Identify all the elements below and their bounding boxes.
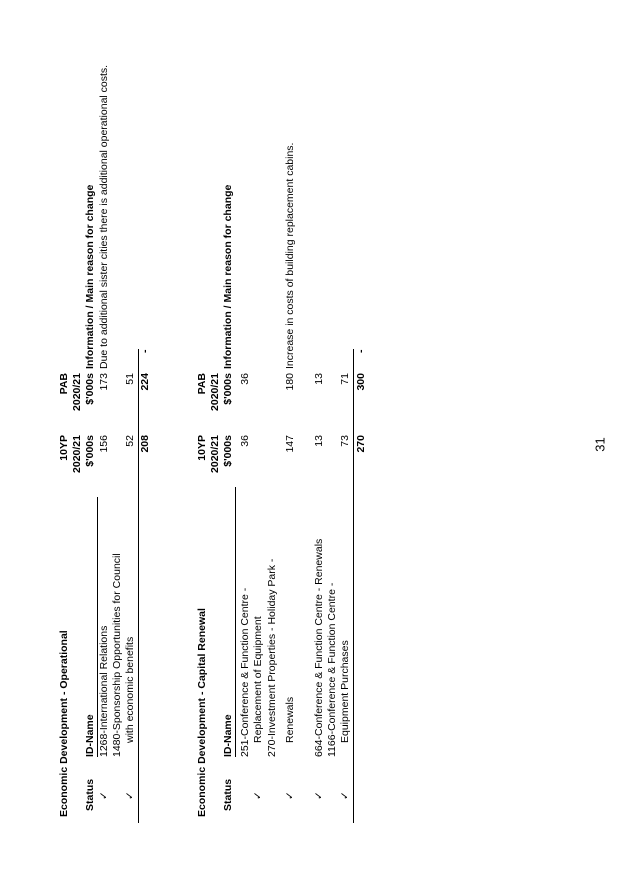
total-pab: 224: [139, 373, 151, 391]
status-header: Status: [84, 778, 96, 811]
row-pab-value: 180: [284, 373, 296, 391]
row-pab-value: 51: [124, 373, 136, 385]
info-header: Information / Main reason for change: [222, 184, 234, 369]
col2-header-line2: 2020/21: [71, 373, 83, 411]
col2-header-line1: PAB: [196, 373, 208, 395]
row-10yp-value: 147: [284, 435, 296, 453]
status-header: Status: [222, 778, 234, 811]
info-header: Information / Main reason for change: [84, 184, 96, 369]
row-name-line1: 270-Investment Properties - Holiday Park -: [266, 558, 278, 757]
row-name-line2: Equipment Purchases: [339, 640, 351, 743]
status-check: ✓: [284, 791, 296, 800]
id-name-header: ID-Name: [84, 714, 96, 757]
col1-header-line3: $'000s: [222, 435, 234, 467]
col2-header-line2: 2020/21: [209, 373, 221, 411]
row-info: Increase in costs of building replacement cabins.: [284, 142, 296, 369]
total-10yp: 208: [139, 435, 151, 453]
table-title-capital-renewal: Economic Development - Capital Renewal: [196, 608, 208, 817]
row-pab-value: 173: [98, 373, 110, 391]
row-name: 664-Conference & Function Centre - Renewals: [313, 538, 325, 757]
row-10yp-value: 52: [124, 435, 136, 447]
status-check: ✓: [252, 791, 264, 800]
status-check: ✓: [124, 791, 136, 800]
col1-header-line1: 10YP: [58, 435, 70, 461]
total-rule: [353, 349, 354, 823]
row-10yp-value: 73: [339, 435, 351, 447]
row-name-line2: with economic benefits: [124, 636, 136, 743]
total-diff: -: [355, 349, 367, 353]
page-number: 31: [592, 437, 608, 452]
status-check: ✓: [98, 791, 110, 800]
status-check: ✓: [313, 791, 325, 800]
row-name-line1: 1166-Conference & Function Centre -: [326, 582, 338, 757]
row-10yp-value: 13: [313, 435, 325, 447]
row-pab-value: 36: [239, 373, 251, 385]
total-diff: -: [139, 349, 151, 353]
row-info: Due to additional sister cities there is additional operational costs.: [98, 64, 110, 369]
total-pab: 300: [355, 373, 367, 391]
row-name-line1: 251-Conference & Function Centre -: [239, 587, 251, 757]
table-title-operational: Economic Development - Operational: [58, 630, 70, 817]
header-rule: [235, 487, 236, 757]
row-name-line2: Renewals: [284, 696, 296, 743]
col1-header-line1: 10YP: [196, 435, 208, 461]
row-10yp-value: 156: [98, 435, 110, 453]
row-10yp-value: 36: [239, 435, 251, 447]
col1-header-line2: 2020/21: [209, 435, 221, 473]
status-check: ✓: [339, 791, 351, 800]
row-name-line1: 1480-Sponsorship Opportunities for Council: [111, 553, 123, 757]
row-name-line2: Replacement of Equipment: [252, 616, 264, 743]
col1-header-line2: 2020/21: [71, 435, 83, 473]
col1-header-line3: $'000s: [84, 435, 96, 467]
col2-header-line3: $'000s: [84, 373, 96, 405]
col2-header-line3: $'000s: [222, 373, 234, 405]
row-pab-value: 13: [313, 373, 325, 385]
col2-header-line1: PAB: [58, 373, 70, 395]
total-10yp: 270: [355, 435, 367, 453]
id-name-header: ID-Name: [222, 714, 234, 757]
row-name: 1268-International Relations: [98, 625, 110, 757]
row-pab-value: 71: [339, 373, 351, 385]
